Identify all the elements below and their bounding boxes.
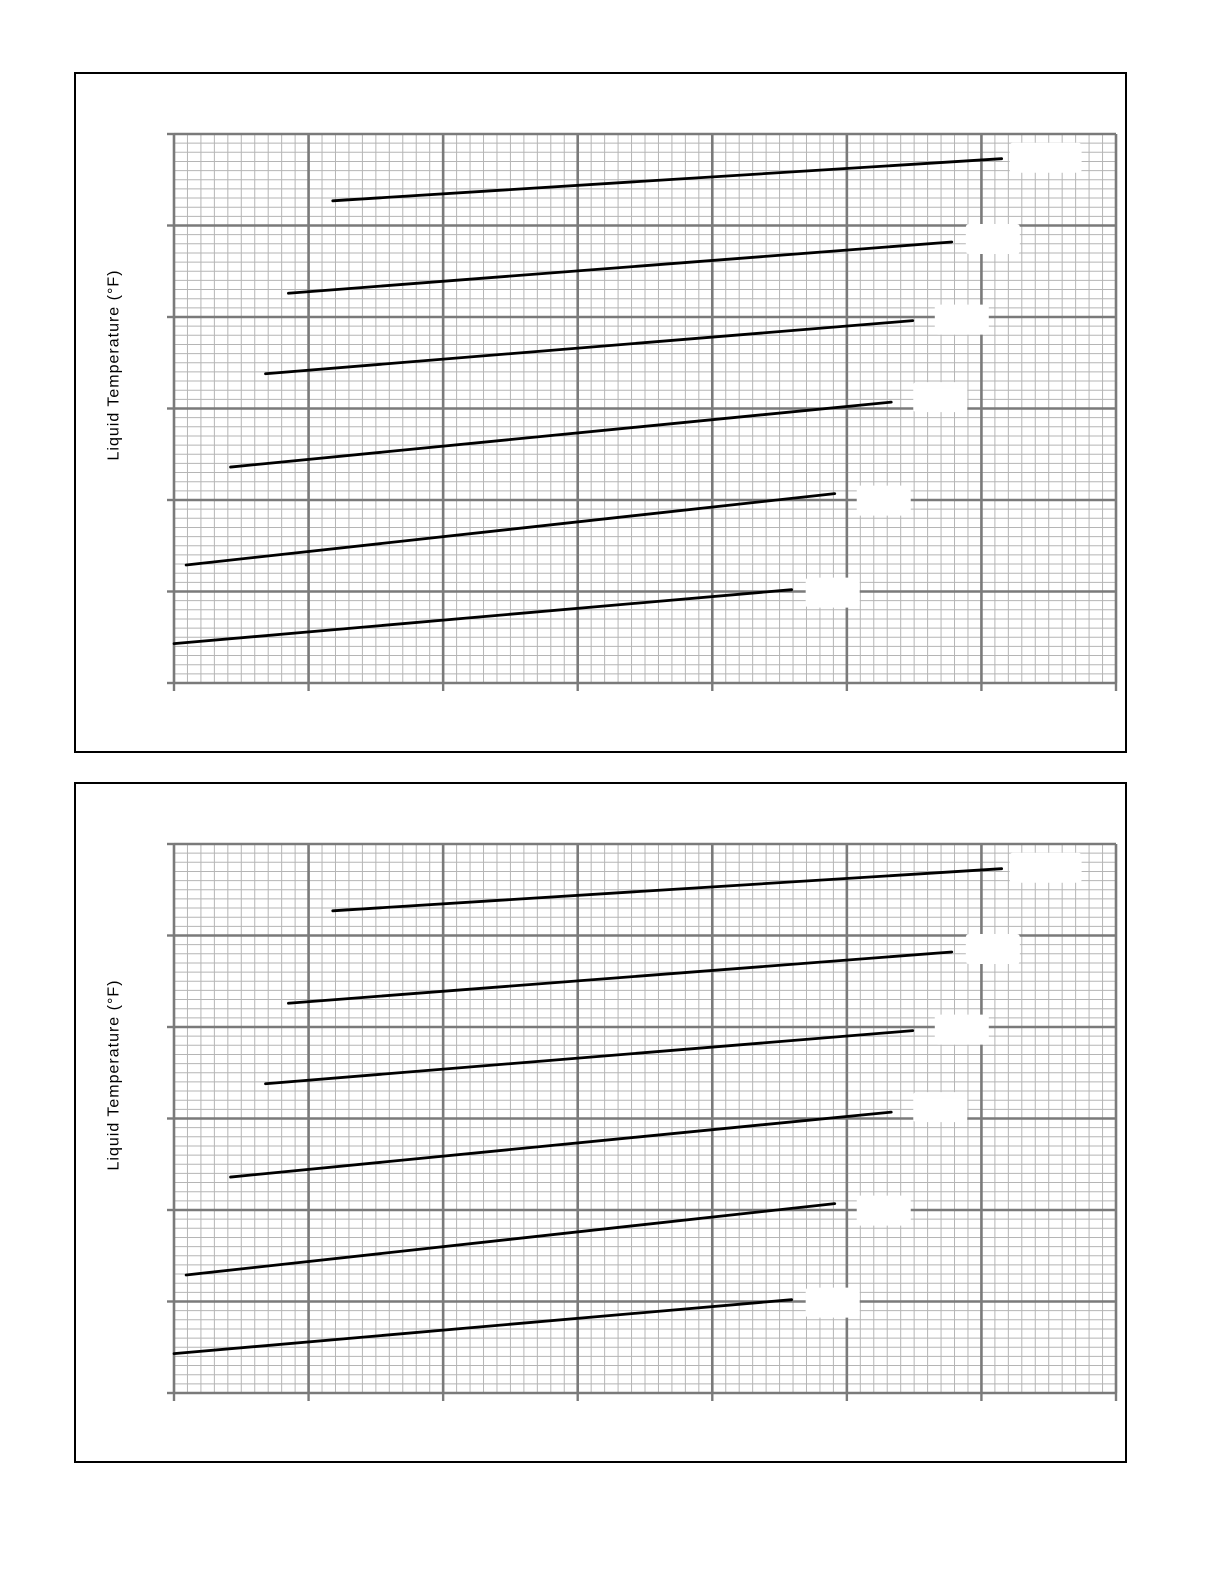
series-line-2 xyxy=(288,952,951,1003)
series-label-box-4 xyxy=(913,1092,967,1122)
series-line-2 xyxy=(288,242,951,293)
series-label-box-1 xyxy=(1010,853,1082,883)
series-label-box-2 xyxy=(966,934,1020,964)
series-group xyxy=(174,143,1082,644)
series-group xyxy=(174,853,1082,1354)
series-line-4 xyxy=(231,1112,892,1177)
chart-panel-bottom xyxy=(74,782,1127,1463)
series-label-box-3 xyxy=(935,305,989,335)
series-label-box-6 xyxy=(806,578,860,608)
plot-area xyxy=(76,784,1125,1461)
chart-panel-top xyxy=(74,72,1127,753)
series-label-box-1 xyxy=(1010,143,1082,173)
series-label-box-2 xyxy=(966,224,1020,254)
series-label-box-6 xyxy=(806,1288,860,1318)
series-line-4 xyxy=(231,402,892,467)
series-label-box-3 xyxy=(935,1015,989,1045)
plot-area xyxy=(76,74,1125,751)
series-label-box-5 xyxy=(857,1196,911,1226)
y-axis-label: Liquid Temperature (°F) xyxy=(104,979,122,1171)
series-label-box-5 xyxy=(857,486,911,516)
series-label-box-4 xyxy=(913,382,967,412)
y-axis-label: Liquid Temperature (°F) xyxy=(104,269,122,461)
